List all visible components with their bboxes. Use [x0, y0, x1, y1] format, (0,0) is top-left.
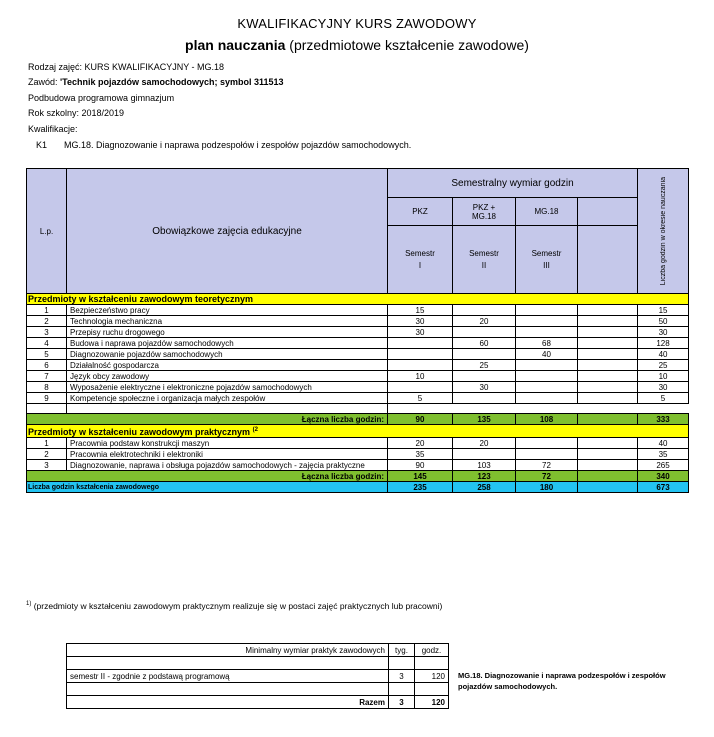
- zawod-label: Zawód:: [28, 77, 61, 87]
- row-subject: Pracownia podstaw konstrukcji maszyn: [67, 438, 388, 449]
- sum-s3: 108: [516, 414, 578, 425]
- row-total: 35: [638, 449, 689, 460]
- row-sem-2: [453, 371, 516, 382]
- sum-s4: [578, 414, 638, 425]
- header-sem-4: [578, 226, 638, 294]
- row-subject: Kompetencje społeczne i organizacja małych zespołów: [67, 393, 388, 404]
- header-lp: L.p.: [27, 169, 67, 294]
- row-total: 128: [638, 338, 689, 349]
- total-row: [27, 482, 689, 493]
- footnote-text: (przedmioty w kształceniu zawodowym praktycznym realizuje się w postaci zajęć praktycznych lub pracowni): [31, 601, 443, 611]
- total-s4: [578, 482, 638, 493]
- row-lp: 1: [27, 305, 67, 316]
- qualification-k1: [36, 140, 411, 150]
- table-row: [27, 327, 689, 338]
- row-total: 40: [638, 438, 689, 449]
- practice-header-label: Minimalny wymiar praktyk zawodowych: [67, 644, 389, 657]
- row-sem-4: [578, 316, 638, 327]
- sum-total: 333: [638, 414, 689, 425]
- row-lp: 2: [27, 449, 67, 460]
- meta-rok: Rok szkolny: 2018/2019: [28, 108, 125, 118]
- row-total: 30: [638, 327, 689, 338]
- header-sem-3: Semestr III: [516, 226, 578, 294]
- plan-table: [26, 168, 689, 493]
- header-sem-2: Semestr II: [453, 226, 516, 294]
- meta-podbudowa: Podbudowa programowa gimnazjum: [28, 93, 175, 103]
- total-label: Liczba godzin kształcenia zawodowego: [27, 482, 388, 493]
- row-subject: Działalność gospodarcza: [67, 360, 388, 371]
- row-sem-3: [516, 393, 578, 404]
- row-lp: 2: [27, 316, 67, 327]
- row-sem-1: 5: [388, 393, 453, 404]
- document-subtitle: [0, 37, 714, 53]
- row-sem-3: [516, 382, 578, 393]
- row-subject: Budowa i naprawa pojazdów samochodowych: [67, 338, 388, 349]
- total-s2: 258: [453, 482, 516, 493]
- sum-s2: 123: [453, 471, 516, 482]
- row-sem-1: 30: [388, 316, 453, 327]
- practice-qualification-note: MG.18. Diagnozowanie i naprawa podzespołów i zespołów pojazdów samochodowych.: [458, 671, 666, 691]
- row-sem-2: [453, 393, 516, 404]
- table-row: [27, 382, 689, 393]
- row-sem-3: 40: [516, 349, 578, 360]
- row-sem-2: [453, 327, 516, 338]
- row-lp: 3: [27, 460, 67, 471]
- row-sem-1: [388, 338, 453, 349]
- practice-row-godz: 120: [415, 670, 449, 683]
- practice-row-label: semestr II - zgodnie z podstawą programową: [67, 670, 389, 683]
- table-row: [27, 460, 689, 471]
- row-sem-4: [578, 449, 638, 460]
- row-sem-4: [578, 338, 638, 349]
- row-sem-4: [578, 327, 638, 338]
- row-sem-3: [516, 360, 578, 371]
- sum-label: Łączna liczba godzin:: [27, 414, 388, 425]
- total-s1: 235: [388, 482, 453, 493]
- zawod-value: 'Technik pojazdów samochodowych; symbol 311513: [60, 77, 284, 87]
- total-s3: 180: [516, 482, 578, 493]
- row-sem-1: 30: [388, 327, 453, 338]
- table-row: [27, 316, 689, 327]
- row-subject: Wyposażenie elektryczne i elektroniczne pojazdów samochodowych: [67, 382, 388, 393]
- practice-table: [66, 643, 449, 709]
- row-total: 25: [638, 360, 689, 371]
- header-col-3: MG.18: [516, 198, 578, 226]
- practice-sum-tyg: 3: [389, 696, 415, 709]
- row-sem-4: [578, 305, 638, 316]
- row-sem-1: 35: [388, 449, 453, 460]
- table-row: [27, 338, 689, 349]
- practice-header-tyg: tyg.: [389, 644, 415, 657]
- row-lp: 6: [27, 360, 67, 371]
- row-total: 40: [638, 349, 689, 360]
- row-sem-4: [578, 382, 638, 393]
- row-sem-2: 25: [453, 360, 516, 371]
- row-total: 5: [638, 393, 689, 404]
- row-sem-1: 20: [388, 438, 453, 449]
- section-theory: Przedmioty w kształceniu zawodowym teoretycznym: [27, 294, 689, 305]
- row-lp: 5: [27, 349, 67, 360]
- row-lp: 4: [27, 338, 67, 349]
- sum-label: Łączna liczba godzin:: [27, 471, 388, 482]
- table-row: [27, 371, 689, 382]
- row-subject: Przepisy ruchu drogowego: [67, 327, 388, 338]
- row-subject: Technologia mechaniczna: [67, 316, 388, 327]
- subtitle-bold: plan nauczania: [185, 37, 286, 53]
- row-sem-3: [516, 316, 578, 327]
- footnote-sup: 1): [26, 601, 32, 608]
- header-semester-group: Semestralny wymiar godzin: [388, 169, 638, 198]
- row-sem-3: 72: [516, 460, 578, 471]
- meta-zawod: [28, 77, 284, 87]
- sum-total: 340: [638, 471, 689, 482]
- section-practice-label: Przedmioty w kształceniu zawodowym praktycznym: [28, 426, 251, 437]
- header-col-1: PKZ: [388, 198, 453, 226]
- row-sem-1: 10: [388, 371, 453, 382]
- table-row: [27, 393, 689, 404]
- table-row: [27, 360, 689, 371]
- row-sem-1: 15: [388, 305, 453, 316]
- meta-rodzaj: Rodzaj zajęć: KURS KWALIFIKACYJNY - MG.18: [28, 62, 225, 72]
- row-sem-4: [578, 438, 638, 449]
- row-sem-3: [516, 371, 578, 382]
- row-sem-4: [578, 360, 638, 371]
- row-sem-3: [516, 305, 578, 316]
- row-sem-1: 90: [388, 460, 453, 471]
- row-sem-2: [453, 349, 516, 360]
- row-sem-2: 60: [453, 338, 516, 349]
- section-practice: [27, 425, 689, 438]
- table-row: [27, 449, 689, 460]
- row-subject: Pracownia elektrotechniki i elektroniki: [67, 449, 388, 460]
- row-total: 15: [638, 305, 689, 316]
- row-sem-2: 103: [453, 460, 516, 471]
- subtitle-rest: (przedmiotowe kształcenie zawodowe): [285, 37, 529, 53]
- sum-s3: 72: [516, 471, 578, 482]
- sum-s1: 145: [388, 471, 453, 482]
- k1-code: K1: [36, 140, 48, 150]
- document-title: KWALIFIKACYJNY KURS ZAWODOWY: [237, 16, 477, 31]
- section-practice-sup: (2: [252, 426, 258, 433]
- row-subject: Diagnozowanie pojazdów samochodowych: [67, 349, 388, 360]
- total-total: 673: [638, 482, 689, 493]
- row-subject: Język obcy zawodowy: [67, 371, 388, 382]
- header-col-4: [578, 198, 638, 226]
- table-row: [27, 349, 689, 360]
- row-lp: 8: [27, 382, 67, 393]
- practice-header-godz: godz.: [415, 644, 449, 657]
- practice-sum-godz: 120: [415, 696, 449, 709]
- row-total: 30: [638, 382, 689, 393]
- row-sem-1: [388, 360, 453, 371]
- row-sem-4: [578, 393, 638, 404]
- row-sem-4: [578, 349, 638, 360]
- row-sem-2: 20: [453, 438, 516, 449]
- row-lp: 9: [27, 393, 67, 404]
- blank-row: [27, 404, 689, 414]
- header-col-2: PKZ + MG.18: [453, 198, 516, 226]
- row-sem-2: 30: [453, 382, 516, 393]
- row-total: 265: [638, 460, 689, 471]
- table-row: [27, 438, 689, 449]
- sum-s1: 90: [388, 414, 453, 425]
- header-total-label: Liczba godzin w okresie nauczania: [659, 176, 667, 286]
- row-sem-3: [516, 449, 578, 460]
- row-lp: 7: [27, 371, 67, 382]
- row-sem-2: [453, 305, 516, 316]
- header-sem-1: Semestr I: [388, 226, 453, 294]
- row-sem-1: [388, 382, 453, 393]
- row-lp: 1: [27, 438, 67, 449]
- row-sem-4: [578, 460, 638, 471]
- meta-kwalifikacje: Kwalifikacje:: [28, 124, 78, 134]
- footnote: [26, 601, 442, 611]
- row-sem-4: [578, 371, 638, 382]
- row-sem-3: [516, 327, 578, 338]
- row-subject: Bezpieczeństwo pracy: [67, 305, 388, 316]
- row-sem-2: 20: [453, 316, 516, 327]
- row-sem-1: [388, 349, 453, 360]
- practice-row-tyg: 3: [389, 670, 415, 683]
- sum-row-theory: [27, 414, 689, 425]
- header-total: [638, 169, 689, 294]
- row-sem-2: [453, 449, 516, 460]
- sum-s4: [578, 471, 638, 482]
- row-subject: Diagnozowanie, naprawa i obsługa pojazdów samochodowych - zajęcia praktyczne: [67, 460, 388, 471]
- row-sem-3: [516, 438, 578, 449]
- table-row: [27, 305, 689, 316]
- sum-s2: 135: [453, 414, 516, 425]
- row-total: 50: [638, 316, 689, 327]
- row-total: 10: [638, 371, 689, 382]
- sum-row-practice: [27, 471, 689, 482]
- k1-text: MG.18. Diagnozowanie i naprawa podzespołów i zespołów pojazdów samochodowych.: [64, 140, 412, 150]
- row-sem-3: 68: [516, 338, 578, 349]
- row-lp: 3: [27, 327, 67, 338]
- practice-sum-label: Razem: [67, 696, 389, 709]
- header-subject: Obowiązkowe zajęcia edukacyjne: [67, 169, 388, 294]
